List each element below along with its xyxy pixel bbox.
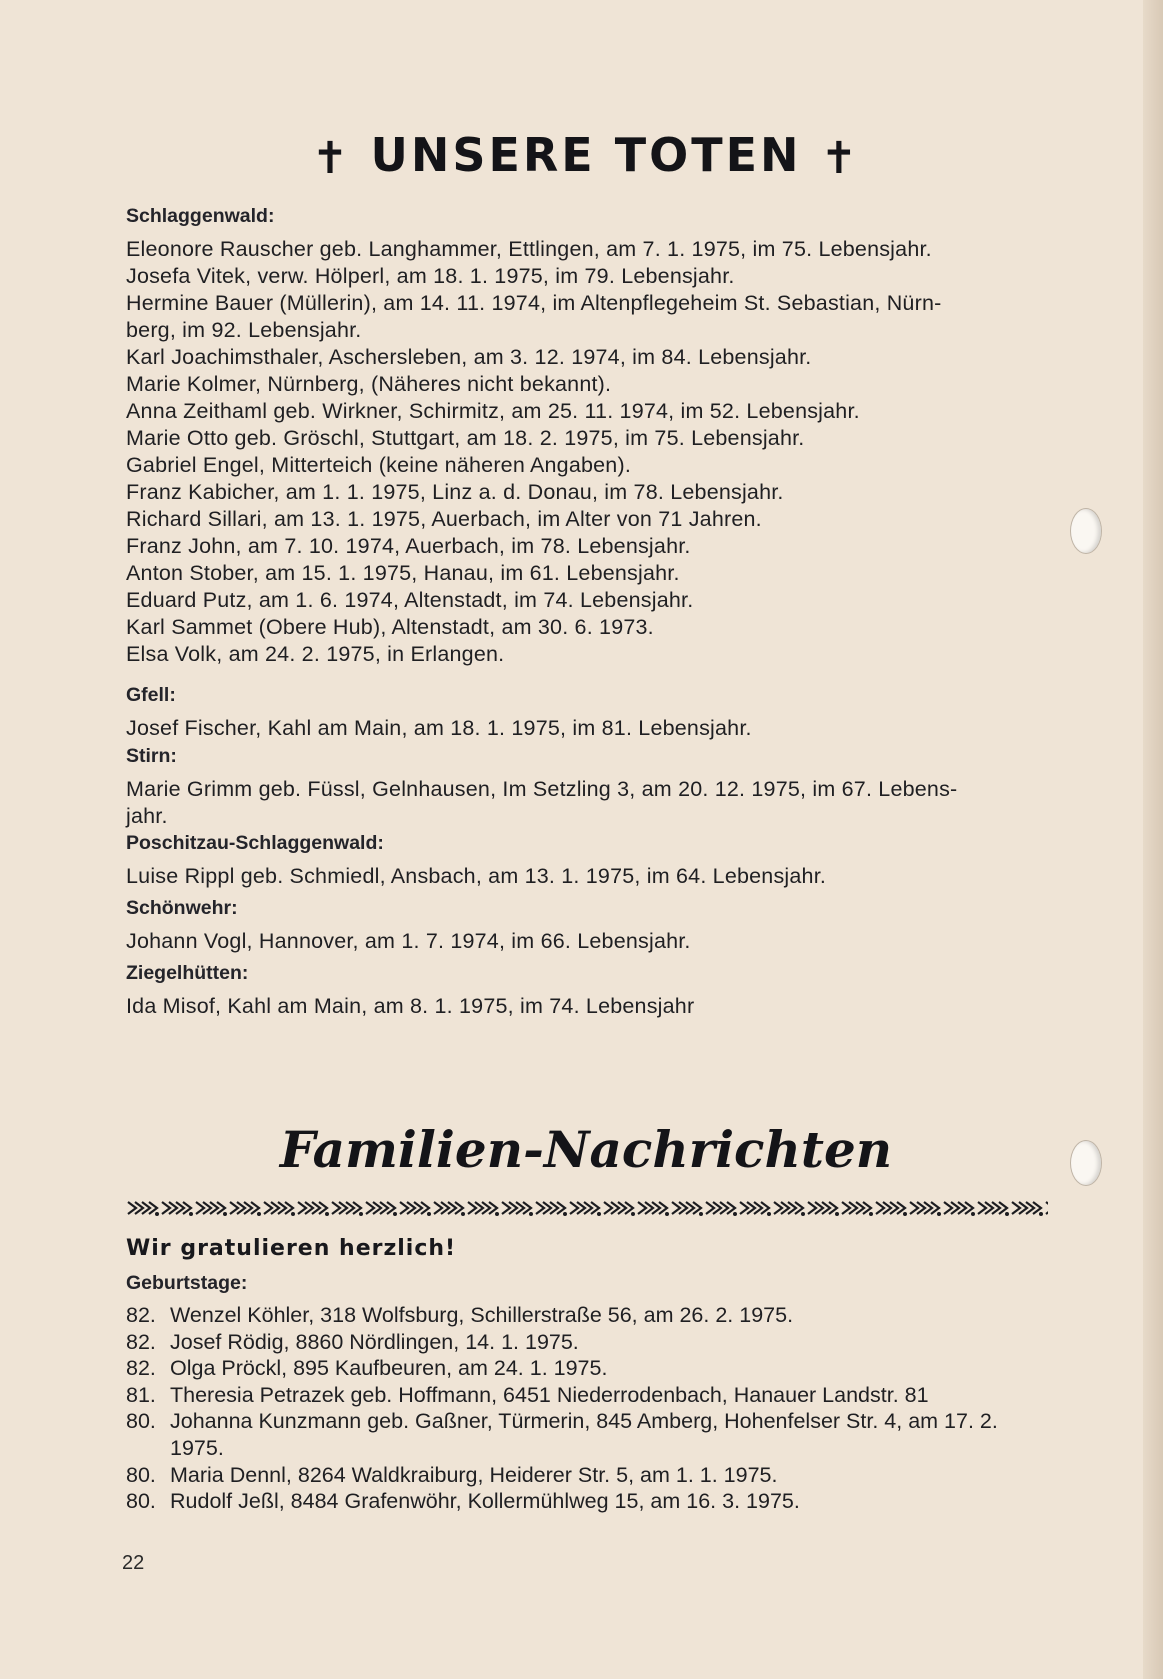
birthday-text: Josef Rödig, 8860 Nördlingen, 14. 1. 1975. [170, 1329, 579, 1354]
list-item [126, 1382, 1054, 1409]
section-ziegelhuetten [126, 960, 1054, 1020]
birthday-text: Wenzel Köhler, 318 Wolfsburg, Schillerstraße 56, am 26. 2. 1975. [170, 1303, 794, 1327]
birthday-age: 82. [126, 1329, 156, 1354]
death-entry: Eleonore Rauscher geb. Langhammer, Ettlingen, am 7. 1. 1975, im 75. Lebensjahr. [126, 237, 932, 261]
section-heading: Stirn: [126, 745, 177, 767]
birthday-age: 81. [126, 1382, 156, 1407]
birthday-text: Maria Dennl, 8264 Waldkraiburg, Heiderer Str. 5, am 1. 1. 1975. [170, 1462, 778, 1487]
birthday-age: 80. [126, 1462, 156, 1487]
death-entry: Hermine Bauer (Müllerin), am 14. 11. 1974, im Altenpflegeheim St. Sebastian, Nürn- [126, 291, 942, 315]
deaths-title [126, 128, 1046, 184]
birthday-age: 82. [126, 1303, 156, 1327]
death-entry: Ida Misof, Kahl am Main, am 8. 1. 1975, im 74. Lebensjahr [126, 994, 695, 1018]
cross-right-icon: ✝ [820, 133, 861, 184]
section-poschitzau [126, 830, 1054, 890]
section-heading: Schönwehr: [126, 897, 238, 919]
list-item [126, 1329, 1054, 1356]
death-entry: berg, im 92. Lebensjahr. [126, 318, 362, 342]
family-news-title: Familien-Nachrichten [279, 1120, 893, 1179]
punch-hole-top [1070, 508, 1102, 554]
page-number: 22 [122, 1552, 145, 1574]
birthday-text: Johanna Kunzmann geb. Gaßner, Türmerin, 845 Amberg, Hohenfelser Str. 4, am 17. 2. 1975. [170, 1409, 998, 1460]
death-entry: Elsa Volk, am 24. 2. 1975, in Erlangen. [126, 642, 505, 666]
page-edge-shadow [1143, 0, 1163, 1679]
deaths-title-text: UNSERE TOTEN [370, 128, 802, 182]
section-heading: Ziegelhütten: [126, 962, 249, 984]
death-entry: Karl Sammet (Obere Hub), Altenstadt, am 30. 6. 1973. [126, 615, 654, 639]
death-entry: Franz Kabicher, am 1. 1. 1975, Linz a. d. Donau, im 78. Lebensjahr. [126, 480, 784, 504]
death-entry: Anna Zeithaml geb. Wirkner, Schirmitz, am 25. 11. 1974, im 52. Lebensjahr. [126, 399, 860, 423]
birthdays-heading: Geburtstage: [126, 1272, 248, 1294]
death-entry: Anton Stober, am 15. 1. 1975, Hanau, im 61. Lebensjahr. [126, 561, 680, 585]
death-entry: Josef Fischer, Kahl am Main, am 18. 1. 1975, im 81. Lebensjahr. [126, 716, 752, 740]
birthday-age: 80. [126, 1489, 156, 1514]
section-heading: Schlaggenwald: [126, 205, 275, 227]
death-entry: Josefa Vitek, verw. Hölperl, am 18. 1. 1975, im 79. Lebensjahr. [126, 264, 735, 288]
death-entry: Marie Otto geb. Gröschl, Stuttgart, am 18. 2. 1975, im 75. Lebensjahr. [126, 426, 805, 450]
death-entry: Luise Rippl geb. Schmiedl, Ansbach, am 13. 1. 1975, im 64. Lebensjahr. [126, 864, 827, 888]
list-item [126, 1355, 1054, 1382]
birthday-text: Theresia Petrazek geb. Hoffmann, 6451 Niederrodenbach, Hanauer Landstr. 81 [170, 1382, 929, 1407]
section-gfell [126, 682, 1054, 742]
death-entry: Johann Vogl, Hannover, am 1. 7. 1974, im 66. Lebensjahr. [126, 929, 691, 953]
section-heading: Gfell: [126, 684, 176, 706]
birthday-age: 82. [126, 1356, 156, 1381]
birthday-list [126, 1302, 1054, 1515]
congrats-heading: Wir gratulieren herzlich! [126, 1236, 457, 1261]
list-item [126, 1302, 1054, 1329]
ornament-divider-icon [126, 1196, 1048, 1220]
death-entry: Gabriel Engel, Mitterteich (keine näheren Angaben). [126, 453, 631, 477]
birthday-text: Olga Pröckl, 895 Kaufbeuren, am 24. 1. 1975. [170, 1356, 608, 1381]
list-item [126, 1408, 1054, 1461]
death-entry: Franz John, am 7. 10. 1974, Auerbach, im 78. Lebensjahr. [126, 534, 691, 558]
section-stirn [126, 743, 1054, 830]
death-entry: Eduard Putz, am 1. 6. 1974, Altenstadt, im 74. Lebensjahr. [126, 588, 694, 612]
death-entry: Karl Joachimsthaler, Aschersleben, am 3. 12. 1974, im 84. Lebensjahr. [126, 345, 812, 369]
birthday-text: Rudolf Jeßl, 8484 Grafenwöhr, Kollermühlweg 15, am 16. 3. 1975. [170, 1489, 800, 1514]
list-item [126, 1462, 1054, 1489]
death-entry: Marie Kolmer, Nürnberg, (Näheres nicht bekannt). [126, 372, 612, 396]
death-entry: jahr. [126, 804, 168, 828]
section-schlaggenwald [126, 203, 1054, 668]
death-entry: Marie Grimm geb. Füssl, Gelnhausen, Im Setzling 3, am 20. 12. 1975, im 67. Lebens- [126, 777, 958, 801]
death-entry: Richard Sillari, am 13. 1. 1975, Auerbach, im Alter von 71 Jahren. [126, 507, 762, 531]
section-heading: Poschitzau-Schlaggenwald: [126, 832, 384, 854]
section-schoenwehr [126, 895, 1054, 955]
cross-left-icon: ✝ [311, 133, 352, 184]
birthday-age: 80. [126, 1409, 156, 1434]
list-item [126, 1488, 1054, 1515]
punch-hole-bottom [1070, 1140, 1102, 1186]
